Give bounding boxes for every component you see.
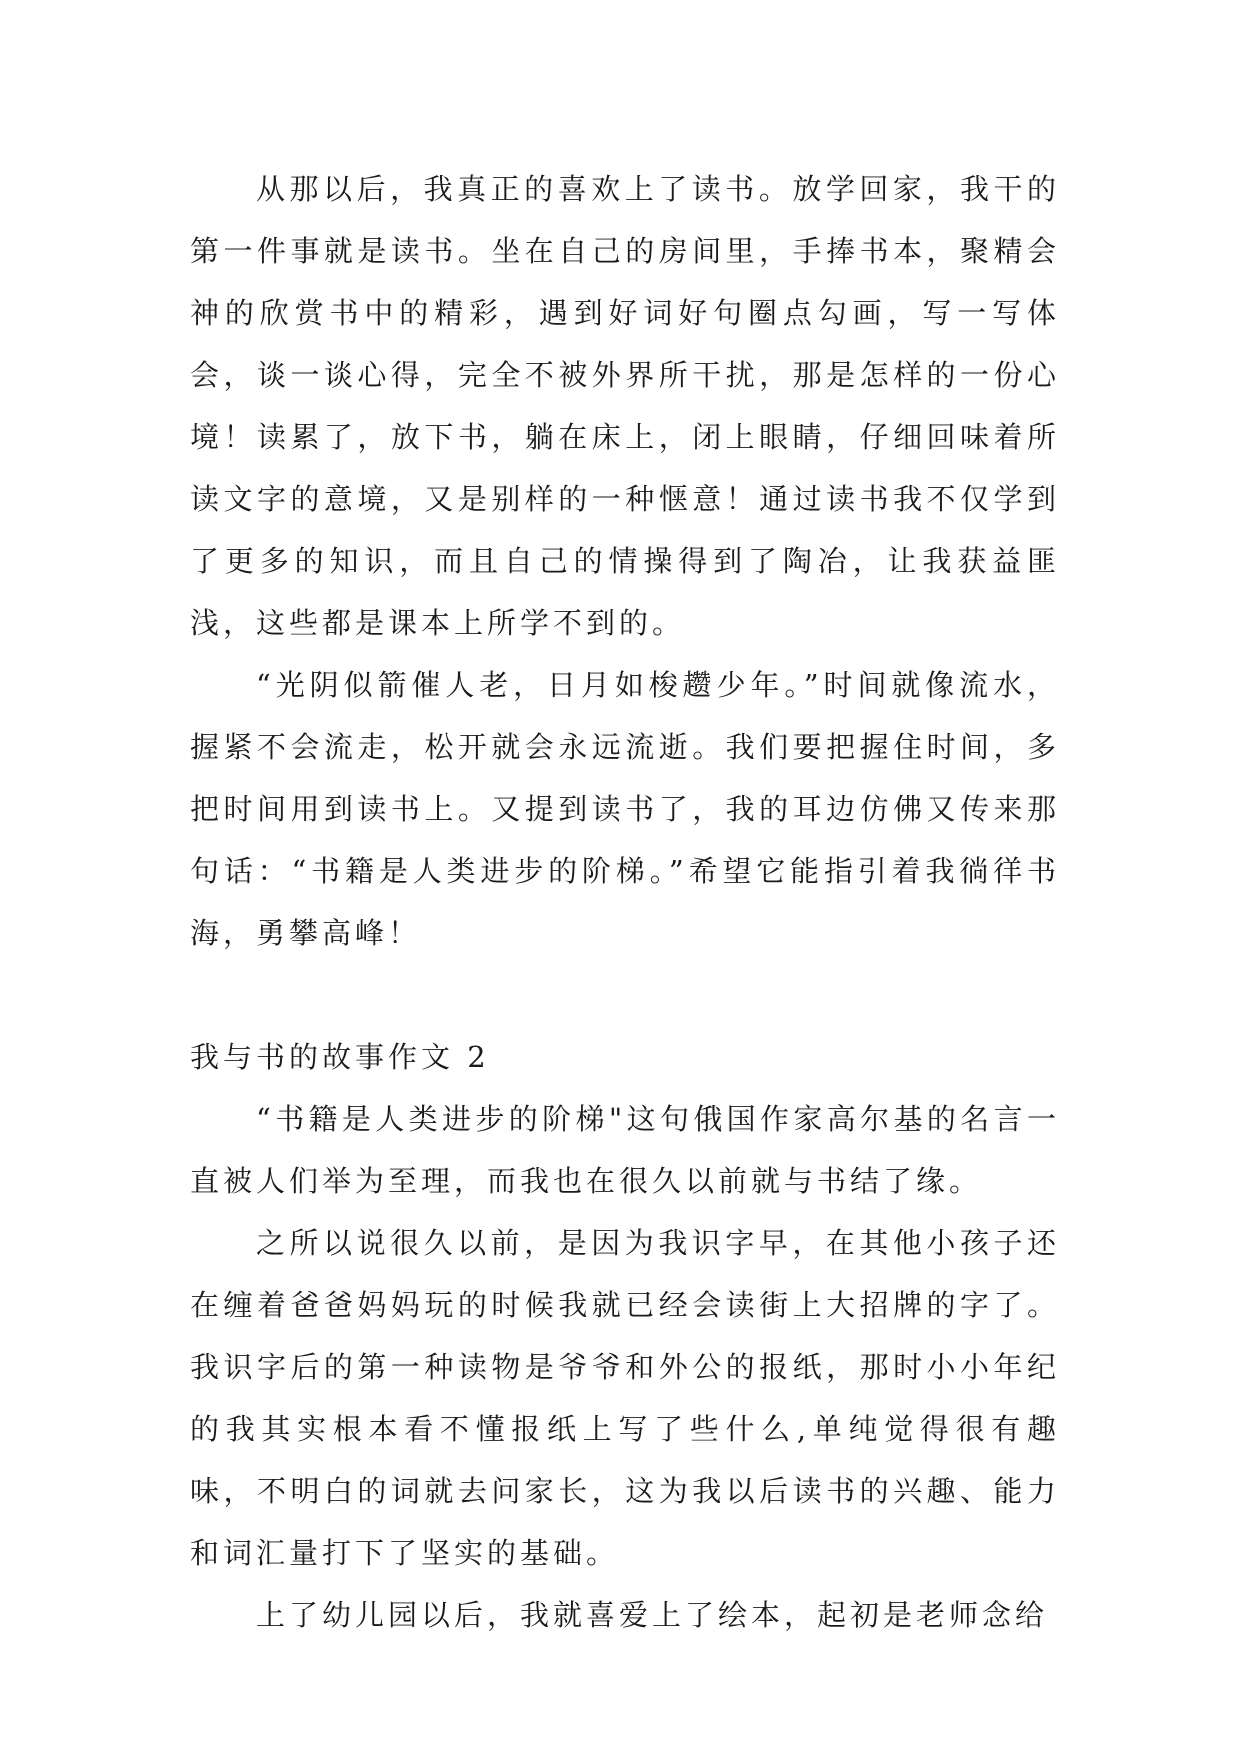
section-spacer <box>190 964 1060 1026</box>
document-page <box>190 158 1060 1646</box>
paragraph-kindergarten: 上了幼儿园以后，我就喜爱上了绘本，起初是老师念给 <box>256 1598 1049 1632</box>
paragraph-reading-habit: 从那以后，我真正的喜欢上了读书。放学回家，我干的第一件事就是读书。坐在自己的房间里，手捧书本，聚精会神的欣赏书中的精彩，遇到好词好句圈点勾画，写一写体会，谈一谈心得，完全不被外界所干扰，那是怎样的一份心境！读累了，放下书，躺在床上，闭上眼睛，仔细回味着所读文字的意境，又是别样的一种惬意！通过读书我不仅学到了更多的知识，而且自己的情操得到了陶冶，让我获益匪浅，这些都是课本上所学不到的。 <box>190 172 1060 640</box>
paragraph-early-literacy: 之所以说很久以前，是因为我识字早，在其他小孩子还在缠着爸爸妈妈玩的时候我就已经会读街上大招牌的字了。我识字后的第一种读物是爷爷和外公的报纸，那时小小年纪的我其实根本看不懂报纸上写了些什么,单纯觉得很有趣味，不明白的词就去问家长，这为我以后读书的兴趣、能力和词汇量打下了坚实的基础。 <box>190 1226 1060 1570</box>
paragraph-gorky-quote: “书籍是人类进步的阶梯"这句俄国作家高尔基的名言一直被人们举为至理，而我也在很久以前就与书结了缘。 <box>190 1102 1060 1198</box>
section-title: 我与书的故事作文 2 <box>190 1040 490 1074</box>
paragraph-time-quote: “光阴似箭催人老，日月如梭趱少年。”时间就像流水，握紧不会流走，松开就会永远流逝。我们要把握住时间，多把时间用到读书上。又提到读书了，我的耳边仿佛又传来那句话：“书籍是人类进步的阶梯。”希望它能指引着我徜徉书海，勇攀高峰！ <box>190 668 1060 950</box>
